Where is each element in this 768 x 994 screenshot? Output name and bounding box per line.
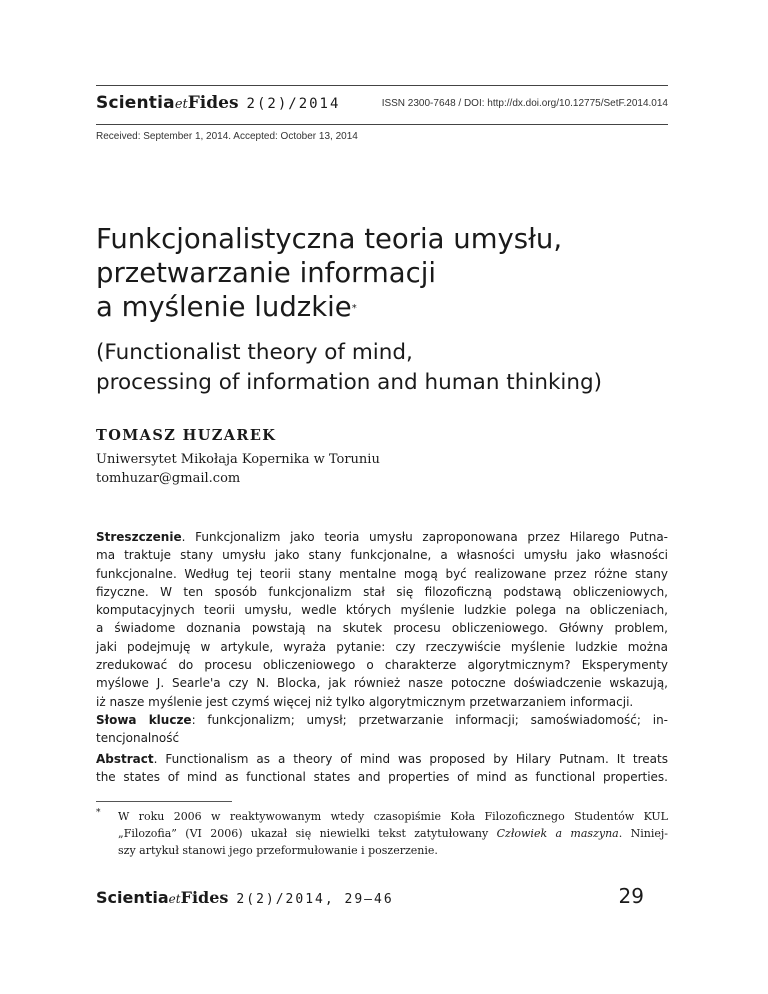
title-line-3 xyxy=(96,290,668,324)
abstract-pl-line: a świadome doznania powstają na skutek procesu obliczeniowego. Główny problem, xyxy=(96,621,668,636)
abstract-en-line: the states of mind as functional states and properties of mind as functional properties. xyxy=(96,770,668,785)
footnote-mark: * xyxy=(96,808,101,818)
footer-journal-et: et xyxy=(168,892,181,906)
abstract-pl-label: Streszczenie xyxy=(96,530,182,544)
received-accepted-dates: Received: September 1, 2014. Accepted: October 13, 2014 xyxy=(96,131,358,142)
author-name: TOMASZ HUZAREK xyxy=(96,427,277,444)
footnote-rule xyxy=(96,801,232,802)
journal-name xyxy=(96,93,340,113)
abstract-pl-line: fizyczne. W ten sposób funkcjonalizm stał się filozoficzną podstawą obliczeniowych, xyxy=(96,584,668,599)
abstract-pl-line: zredukować do procesu obliczeniowego o charakterze algorytmicznym? Eksperymenty xyxy=(96,658,668,673)
abstract-en-label: Abstract xyxy=(96,752,154,766)
footer-journal-fides: Fides xyxy=(180,888,229,907)
keywords-line: Słowa klucze: funkcjonalizm; umysł; przetwarzanie informacji; samoświadomość; in- xyxy=(96,713,669,727)
title-line-2: przetwarzanie informacji xyxy=(96,257,437,289)
abstract-pl-line: komputacyjnych teorii umysłu, wedle których myślenie ludzkie polega na obliczeniach, xyxy=(96,603,668,618)
article-subtitle xyxy=(96,338,676,398)
title-line-1: Funkcjonalistyczna teoria umysłu, xyxy=(96,223,563,255)
journal-issue: 2(2)/2014 xyxy=(246,96,341,112)
author-affiliation: Uniwersytet Mikołaja Kopernika w Toruniu xyxy=(96,452,380,467)
abstract-pl-line: funkcjonalne. Według tej teorii stany mentalne mogą być realizowane przez różne stany xyxy=(96,566,668,581)
journal-name-scientia: Scientia xyxy=(96,93,175,113)
page-footer xyxy=(96,888,394,907)
author-email: tomhuzar@gmail.com xyxy=(96,471,241,486)
footnote-cited-title: Człowiek a maszyna xyxy=(496,827,619,840)
keywords-line: tencjonalność xyxy=(96,731,180,746)
subtitle-line-1: (Functionalist theory of mind, xyxy=(96,340,413,365)
header-bottom-rule xyxy=(96,124,668,125)
abstract-pl-line: iż nasze myślenie jest czymś więcej niż tylko algorytmicznym przetwarzaniem informacji. xyxy=(96,694,634,709)
abstract-pl-line: ma traktuje stany umysłu jako stany funkcjonalne, a własności umysłu jako własności xyxy=(96,548,668,563)
title-line-3-text: a myślenie ludzkie xyxy=(96,291,352,323)
abstract-pl-line: myślowe J. Searle'a czy N. Blocka, jak również nasze potoczne doświadczenie wskazują, xyxy=(96,676,668,691)
footer-journal-scientia: Scientia xyxy=(96,888,169,907)
footnote-line-2: „Filozofia” (VI 2006) ukazał się niewielki tekst zatytułowany Człowiek a maszyna. Niniej- xyxy=(118,827,668,840)
keywords-label: Słowa klucze xyxy=(96,713,192,727)
abstract-pl-line: Streszczenie. Funkcjonalizm jako teoria umysłu zaproponowana przez Hilarego Putna- xyxy=(96,530,668,544)
title-footnote-mark: * xyxy=(351,303,357,314)
page-header xyxy=(96,93,668,117)
article-title xyxy=(96,222,668,324)
journal-name-fides: Fides xyxy=(187,93,239,113)
header-top-rule xyxy=(96,85,668,86)
abstract-en-line: Abstract. Functionalism as a theory of mind was proposed by Hilary Putnam. It treats xyxy=(96,752,668,766)
abstract-pl-line: jaki podejmuję w artykule, wyraża pytanie: czy rzeczywiście myślenie ludzkie można xyxy=(96,639,668,654)
abstract-polish xyxy=(96,528,668,711)
page-number: 29 xyxy=(618,884,644,908)
footnote-line-3: szy artykuł stanowi jego przeformułowanie i poszerzenie. xyxy=(118,844,438,857)
footnote-line-1: W roku 2006 w reaktywowanym wtedy czasopiśmie Koła Filozoficznego Studentów KUL xyxy=(118,810,668,823)
issn-doi: ISSN 2300-7648 / DOI: http://dx.doi.org/10.12775/SetF.2014.014 xyxy=(381,98,668,109)
footnote xyxy=(118,808,668,859)
footer-issue-pages: 2(2)/2014, 29–46 xyxy=(236,892,394,907)
journal-name-et: et xyxy=(174,97,188,112)
keywords xyxy=(96,711,668,748)
abstract-english xyxy=(96,750,668,787)
subtitle-line-2: processing of information and human thinking) xyxy=(96,370,603,395)
